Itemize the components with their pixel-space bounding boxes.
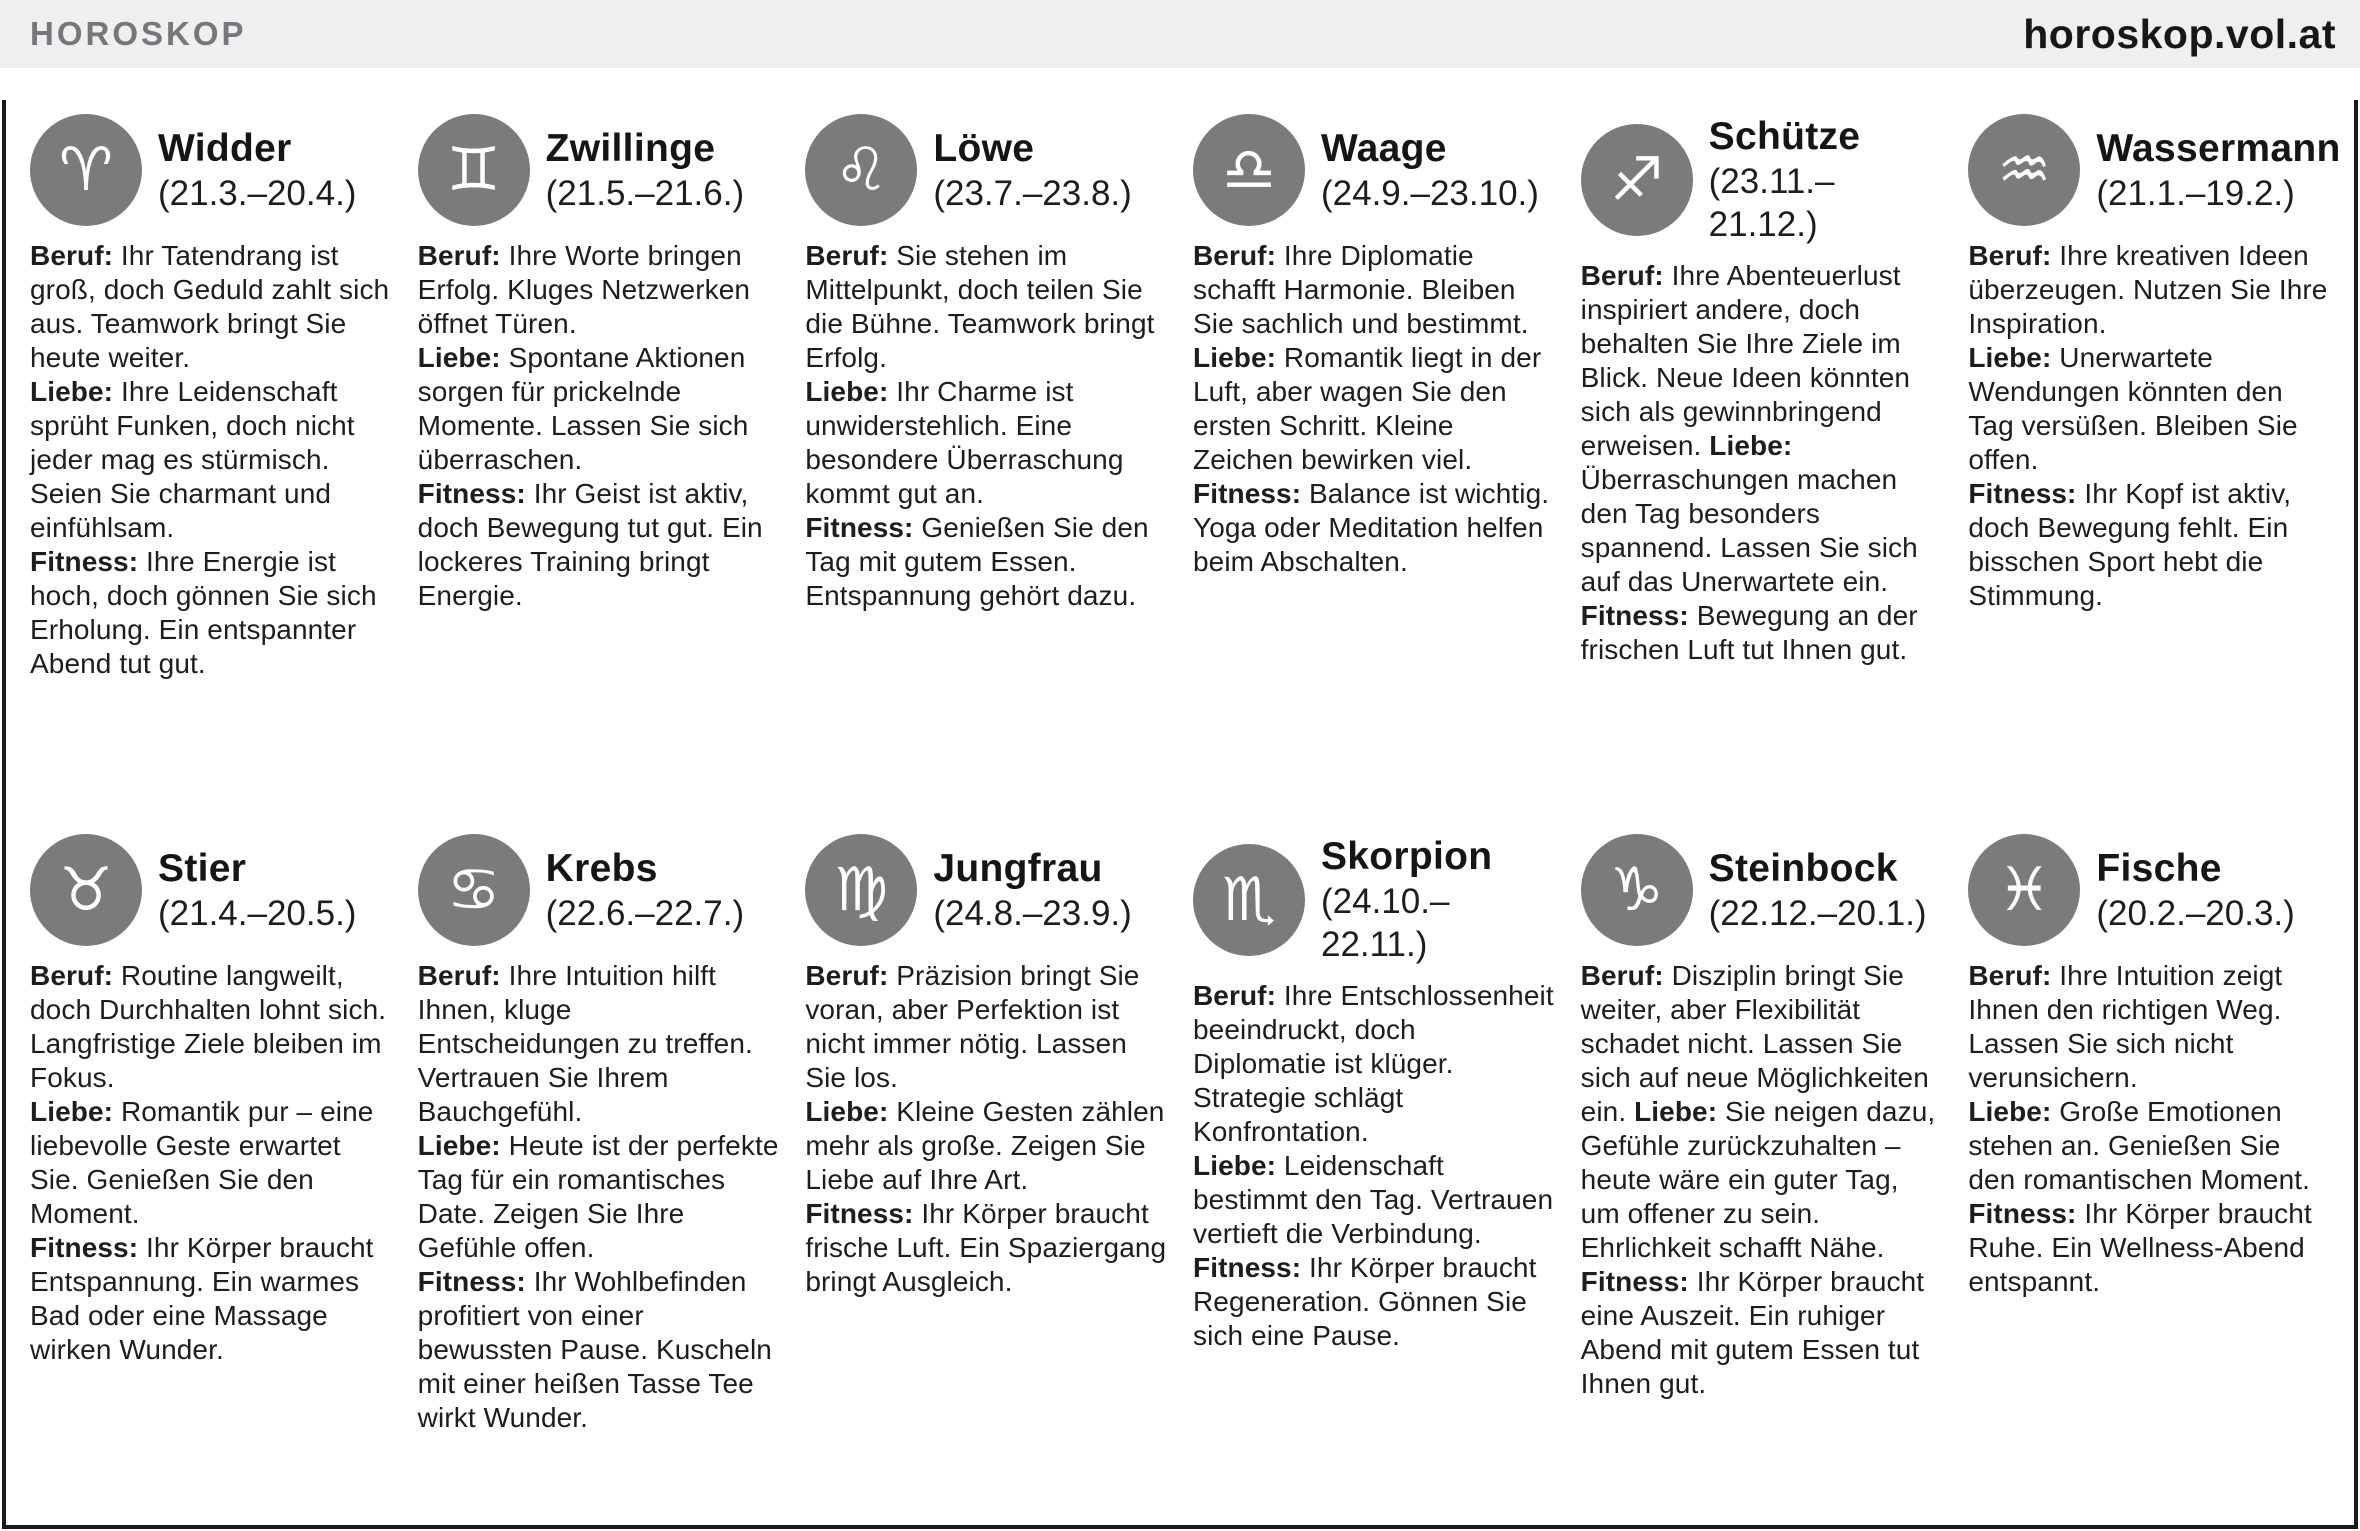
sign-card (418, 834, 780, 1435)
sign-body: Beruf: Präzision bringt Sie voran, aber Perfektion ist nicht immer nötig. Lassen Sie los. Liebe: Kleine Gesten zählen mehr als große. Zeigen Sie Liebe auf Ihre Art. Fitness: Ihr Körper braucht frische Luft. Ein Spaziergang bringt Ausgleich. (805, 960, 1167, 1297)
sign-name: Löwe (933, 126, 1035, 170)
sign-name: Schütze (1708, 115, 1861, 158)
zwillinge-gemini-icon (418, 114, 530, 226)
sign-card (805, 834, 1167, 1299)
zodiac-glyph: ♋ (446, 855, 501, 925)
zodiac-glyph: ♓ (1997, 855, 2052, 925)
sign-dates: (21.5.–21.6.) (545, 173, 745, 213)
sign-name: Krebs (545, 846, 658, 890)
sign-body: Beruf: Disziplin bringt Sie weiter, aber Flexibilität schadet nicht. Lassen Sie sich auf neue Möglichkeiten ein. Liebe: Sie neigen dazu, Gefühle zurückzuhalten – heute wäre ein guter Tag, um offener zu sein. Ehrlichkeit schafft Nähe. Fitness: Ihr Körper braucht eine Auszeit. Ein ruhiger Abend mit gutem Essen tut Ihnen gut. (1580, 960, 1936, 1399)
section-label: Liebe: (1192, 1150, 1277, 1181)
sign-card (1968, 834, 2330, 1299)
sign-body: Beruf: Ihre Intuition zeigt Ihnen den richtigen Weg. Lassen Sie sich nicht verunsichern. Liebe: Große Emotionen stehen an. Genießen Sie den romantischen Moment. Fitness: Ihr Körper braucht Ruhe. Ein Wellness-Abend entspannt. (1968, 960, 2312, 1297)
sign-body: Beruf: Ihre kreativen Ideen überzeugen. Nutzen Sie Ihre Inspiration. Liebe: Unerwartete Wendungen könnten den Tag versüßen. Bleiben Sie offen. Fitness: Ihr Kopf ist aktiv, doch Bewegung fehlt. Ein bisschen Sport hebt die Stimmung. (1968, 240, 2328, 611)
sign-header (1193, 114, 1555, 226)
section-label: Fitness: (30, 546, 139, 577)
section-label: Beruf: (1580, 960, 1664, 991)
sign-dates: (24.9.–23.10.) (1320, 173, 1539, 213)
loewe-leo-icon (805, 114, 917, 226)
fische-pisces-icon (1968, 834, 2080, 946)
zodiac-glyph: ♉ (59, 855, 113, 925)
sign-body: Beruf: Ihr Tatendrang ist groß, doch Geduld zahlt sich aus. Teamwork bringt Sie heute weiter. Liebe: Ihre Leidenschaft sprüht Funken, doch nicht jeder mag es stürmisch. Seien Sie charmant und einfühlsam. Fitness: Ihre Energie ist hoch, doch gönnen Sie sich Erholung. Ein entspannter Abend tut gut. (30, 240, 390, 679)
section-label: Liebe: (805, 1096, 889, 1127)
sign-dates: (22.12.–20.1.) (1708, 893, 1927, 933)
sign-card (30, 114, 392, 681)
sign-title-block (1709, 846, 1927, 935)
sign-header (1968, 834, 2330, 946)
sign-dates: (21.1.–19.2.) (2096, 173, 2295, 213)
sign-body: Beruf: Ihre Abenteuerlust inspiriert andere, doch behalten Sie Ihre Ziele im Blick. Neue Ideen könnten sich als gewinnbringend erweisen. Liebe: Überraschungen machen den Tag besonders spannend. Lassen Sie sich auf das Unerwartete ein. Fitness: Bewegung an der frischen Luft tut Ihnen gut. (1580, 260, 1918, 665)
sign-title-block (933, 846, 1131, 935)
zodiac-glyph: ♈ (59, 135, 113, 205)
section-label: Beruf: (417, 960, 501, 991)
zodiac-glyph: ♏ (1222, 865, 1276, 935)
section-label: Fitness: (417, 478, 526, 509)
sign-title-block (546, 126, 744, 215)
sign-header (30, 834, 392, 946)
signs-grid (30, 114, 2341, 1435)
zodiac-glyph: ♑ (1609, 855, 1664, 925)
sign-dates: (23.11.–21.12.) (1708, 162, 1835, 244)
sign-dates: (24.8.–23.9.) (933, 893, 1132, 933)
masthead (0, 0, 2360, 68)
sign-title-block (1709, 114, 1943, 246)
zodiac-glyph: ♐ (1609, 145, 1664, 215)
section-label: Liebe: (1968, 342, 2052, 373)
sign-name: Stier (158, 846, 247, 890)
sign-name: Waage (1320, 126, 1447, 170)
sign-header (418, 114, 780, 226)
sign-name: Steinbock (1708, 846, 1898, 890)
sign-header (1968, 114, 2341, 226)
sign-card (1581, 114, 1943, 667)
sign-title-block (933, 126, 1131, 215)
sign-dates: (22.6.–22.7.) (545, 893, 745, 933)
section-label: Liebe: (1192, 342, 1277, 373)
sign-title-block (1321, 834, 1555, 966)
stier-taurus-icon (30, 834, 142, 946)
sign-body: Beruf: Ihre Entschlossenheit beeindruckt, doch Diplomatie ist klüger. Strategie schlägt Konfrontation. Liebe: Leidenschaft bestimmt den Tag. Vertrauen vertieft die Verbindung. Fitness: Ihr Körper braucht Regeneration. Gönnen Sie sich eine Pause. (1192, 980, 1554, 1351)
sign-title-block (158, 126, 356, 215)
zodiac-glyph: ♍ (834, 855, 889, 925)
section-label: Liebe: (417, 1130, 501, 1161)
section-label: Fitness: (1192, 1252, 1302, 1283)
sign-card (30, 834, 392, 1367)
zodiac-glyph: ♒ (1997, 135, 2052, 205)
sign-header (1581, 114, 1943, 246)
sign-header (805, 834, 1167, 946)
sign-header (1581, 834, 1943, 946)
skorpion-scorpio-icon (1193, 844, 1305, 956)
steinbock-capricorn-icon (1581, 834, 1693, 946)
sign-body: Beruf: Ihre Diplomatie schafft Harmonie. Bleiben Sie sachlich und bestimmt. Liebe: Romantik liegt in der Luft, aber wagen Sie den ersten Schritt. Kleine Zeichen bewirken viel. Fitness: Balance ist wichtig. Yoga oder Meditation helfen beim Abschalten. (1192, 240, 1550, 577)
sign-body: Beruf: Ihre Worte bringen Erfolg. Kluges Netzwerken öffnet Türen. Liebe: Spontane Aktionen sorgen für prickelnde Momente. Lassen Sie sich überraschen. Fitness: Ihr Geist ist aktiv, doch Bewegung tut gut. Ein lockeres Training bringt Energie. (417, 240, 763, 611)
sign-card (1193, 834, 1555, 1353)
section-label: Beruf: (805, 960, 889, 991)
zodiac-glyph: ♎ (1222, 135, 1276, 205)
section-label: Liebe: (30, 1096, 114, 1127)
sign-body: Beruf: Routine langweilt, doch Durchhalten lohnt sich. Langfristige Ziele bleiben im Fokus. Liebe: Romantik pur – eine liebevolle Geste erwartet Sie. Genießen Sie den Moment. Fitness: Ihr Körper braucht Entspannung. Ein warmes Bad oder eine Massage wirken Wunder. (30, 960, 387, 1365)
section-label: Liebe: (1968, 1096, 2052, 1127)
zodiac-glyph: ♊ (446, 135, 501, 205)
section-label: Liebe: (1709, 430, 1793, 461)
section-label: Beruf: (1192, 240, 1277, 271)
section-label: Liebe: (805, 376, 889, 407)
sign-dates: (21.4.–20.5.) (158, 893, 357, 933)
sign-header (1193, 834, 1555, 966)
section-label: Beruf: (805, 240, 889, 271)
section-label: Beruf: (417, 240, 501, 271)
sign-card (1193, 114, 1555, 579)
sign-body: Beruf: Sie stehen im Mittelpunkt, doch teilen Sie die Bühne. Teamwork bringt Erfolg. Liebe: Ihr Charme ist unwiderstehlich. Eine besondere Überraschung kommt gut an. Fitness: Genießen Sie den Tag mit gutem Essen. Entspannung gehört dazu. (805, 240, 1155, 611)
sign-name: Skorpion (1320, 835, 1493, 878)
sign-title-block (2096, 126, 2341, 215)
section-label: Liebe: (417, 342, 501, 373)
sign-card (1968, 114, 2341, 613)
sign-dates: (21.3.–20.4.) (158, 173, 357, 213)
widder-aries-icon (30, 114, 142, 226)
section-label: Beruf: (1192, 980, 1277, 1011)
section-label: Fitness: (805, 1198, 914, 1229)
sign-name: Wassermann (2096, 126, 2341, 170)
section-label: Liebe: (1634, 1096, 1718, 1127)
sign-name: Fische (2096, 846, 2222, 890)
sign-dates: (20.2.–20.3.) (2096, 893, 2295, 933)
section-label: Beruf: (1968, 960, 2052, 991)
site-url: horoskop.vol.at (2023, 10, 2336, 57)
waage-libra-icon (1193, 114, 1305, 226)
section-label: Fitness: (1580, 600, 1689, 631)
section-label: Beruf: (30, 240, 114, 271)
sign-title-block (546, 846, 744, 935)
sign-name: Zwillinge (545, 126, 716, 170)
jungfrau-virgo-icon (805, 834, 917, 946)
content-sheet (2, 100, 2358, 1529)
section-label: Fitness: (417, 1266, 526, 1297)
section-label: Fitness: (1192, 478, 1302, 509)
section-label: Fitness: (1968, 1198, 2077, 1229)
sign-dates: (24.10.–22.11.) (1320, 882, 1450, 964)
section-label: Fitness: (805, 512, 914, 543)
sign-header (30, 114, 392, 226)
sign-header (418, 834, 780, 946)
sign-card (1581, 834, 1943, 1401)
sign-title-block (158, 846, 356, 935)
sign-dates: (23.7.–23.8.) (933, 173, 1132, 213)
wassermann-aquarius-icon (1968, 114, 2080, 226)
sign-header (805, 114, 1167, 226)
krebs-cancer-icon (418, 834, 530, 946)
page-title: HOROSKOP (30, 15, 247, 52)
sign-card (418, 114, 780, 613)
zodiac-glyph: ♌ (834, 135, 889, 205)
section-label: Beruf: (30, 960, 114, 991)
sign-name: Widder (158, 126, 292, 170)
section-label: Beruf: (1580, 260, 1664, 291)
sign-name: Jungfrau (933, 846, 1103, 890)
schuetze-sagittarius-icon (1581, 124, 1693, 236)
sign-title-block (2096, 846, 2294, 935)
section-label: Fitness: (1580, 1266, 1689, 1297)
section-label: Fitness: (1968, 478, 2077, 509)
section-label: Liebe: (30, 376, 114, 407)
sign-title-block (1321, 126, 1539, 215)
sign-card (805, 114, 1167, 613)
section-label: Fitness: (30, 1232, 139, 1263)
sign-body: Beruf: Ihre Intuition hilft Ihnen, kluge Entscheidungen zu treffen. Vertrauen Sie Ihrem Bauchgefühl. Liebe: Heute ist der perfekte Tag für ein romantisches Date. Zeigen Sie Ihre Gefühle offen. Fitness: Ihr Wohlbefinden profitiert von einer bewussten Pause. Kuscheln mit einer heißen Tasse Tee wirkt Wunder. (417, 960, 779, 1433)
section-label: Beruf: (1968, 240, 2052, 271)
